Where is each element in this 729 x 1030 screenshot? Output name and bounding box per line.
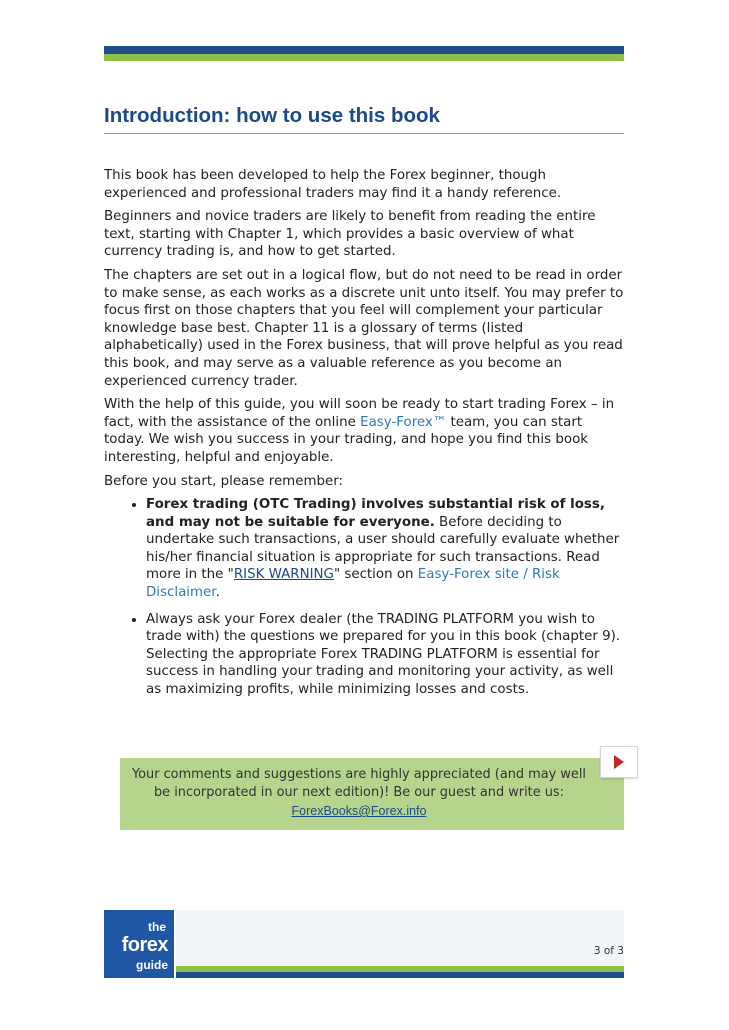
paragraph-chapters: The chapters are set out in a logical flow, but do not need to be read in order to make sense, as each works as a discrete unit unto itself. You may prefer to focus first on those chapters that you feel will complement your particular knowledge base best. Chapter 11 is a glossary of terms (listed alphabetically) used in the Forex business, that will prove helpful as you read this book, and may serve as a valuable reference as you become an experienced currency trader. xyxy=(104,267,624,389)
callout-message: Your comments and suggestions are highly appreciated (and may well be incorporated in our next edition)! Be our guest and write us: xyxy=(131,767,587,800)
logo-guide: guide xyxy=(136,958,168,972)
footer-bar-blue xyxy=(176,972,624,978)
callout-email-line xyxy=(124,802,594,821)
risk-disclaimer-link[interactable]: Easy-Forex site / Risk Disclaimer xyxy=(146,567,560,601)
page-number: 3 of 3 xyxy=(593,945,624,957)
callout-text-block xyxy=(124,766,594,821)
logo-the: the xyxy=(148,920,166,934)
risk-text: Before deciding to undertake such transactions, a user should carefully evaluate whether his/her financial situation is appropriate for such transactions. Read more in the " xyxy=(146,514,620,583)
callout-arrow-button[interactable] xyxy=(600,746,638,778)
title-divider xyxy=(104,133,624,134)
paragraph-remember: Before you start, please remember: xyxy=(104,473,344,489)
guide-text-before: With the help of this guide, you will soon be ready to start trading Forex – in fact, with the assistance of the online xyxy=(104,397,615,430)
header-bar-green xyxy=(104,54,624,61)
paragraph-intro: This book has been developed to help the Forex beginner, though experienced and professional traders may find it a handy reference. xyxy=(104,168,562,201)
bullet-risk xyxy=(146,496,626,602)
paragraph-guide xyxy=(104,396,626,466)
easy-forex-link[interactable]: Easy-Forex™ xyxy=(360,414,447,430)
guide-text-after: team, you can start today. We wish you success in your trading, and hope you find this book interesting, helpful and enjoyable. xyxy=(104,414,589,465)
forex-guide-logo xyxy=(104,910,174,978)
header-bar-blue xyxy=(104,46,624,54)
body-content xyxy=(104,167,626,708)
paragraph-beginners: Beginners and novice traders are likely to benefit from reading the entire text, starting with Chapter 1, which provides a basic overview of what currency trading is, and how to get started. xyxy=(104,209,596,260)
risk-warning-link[interactable]: RISK WARNING xyxy=(233,567,334,583)
page-title: Introduction: how to use this book xyxy=(104,104,440,127)
risk-text-mid: " section on xyxy=(333,567,418,583)
play-arrow-icon xyxy=(613,755,625,769)
risk-warning-bold: Forex trading (OTC Trading) involves substantial risk of loss, and may not be suitable for everyone. xyxy=(146,497,605,530)
logo-forex: forex xyxy=(121,934,168,956)
bullet-list xyxy=(104,496,626,699)
feedback-email-link[interactable]: ForexBooks@Forex.info xyxy=(291,804,427,818)
bullet-dealer: • Always ask your Forex dealer (the TRADING PLATFORM you wish to trade with) the questions we prepared for you in this book (chapter 9). Selecting the appropriate Forex TRADING PLATFORM is essential for success in handling your trading and monitoring your activity, as well as maximizing profits, while minimizing losses and costs. xyxy=(146,611,626,699)
risk-text-end: . xyxy=(215,585,220,601)
footer-background xyxy=(176,910,624,966)
